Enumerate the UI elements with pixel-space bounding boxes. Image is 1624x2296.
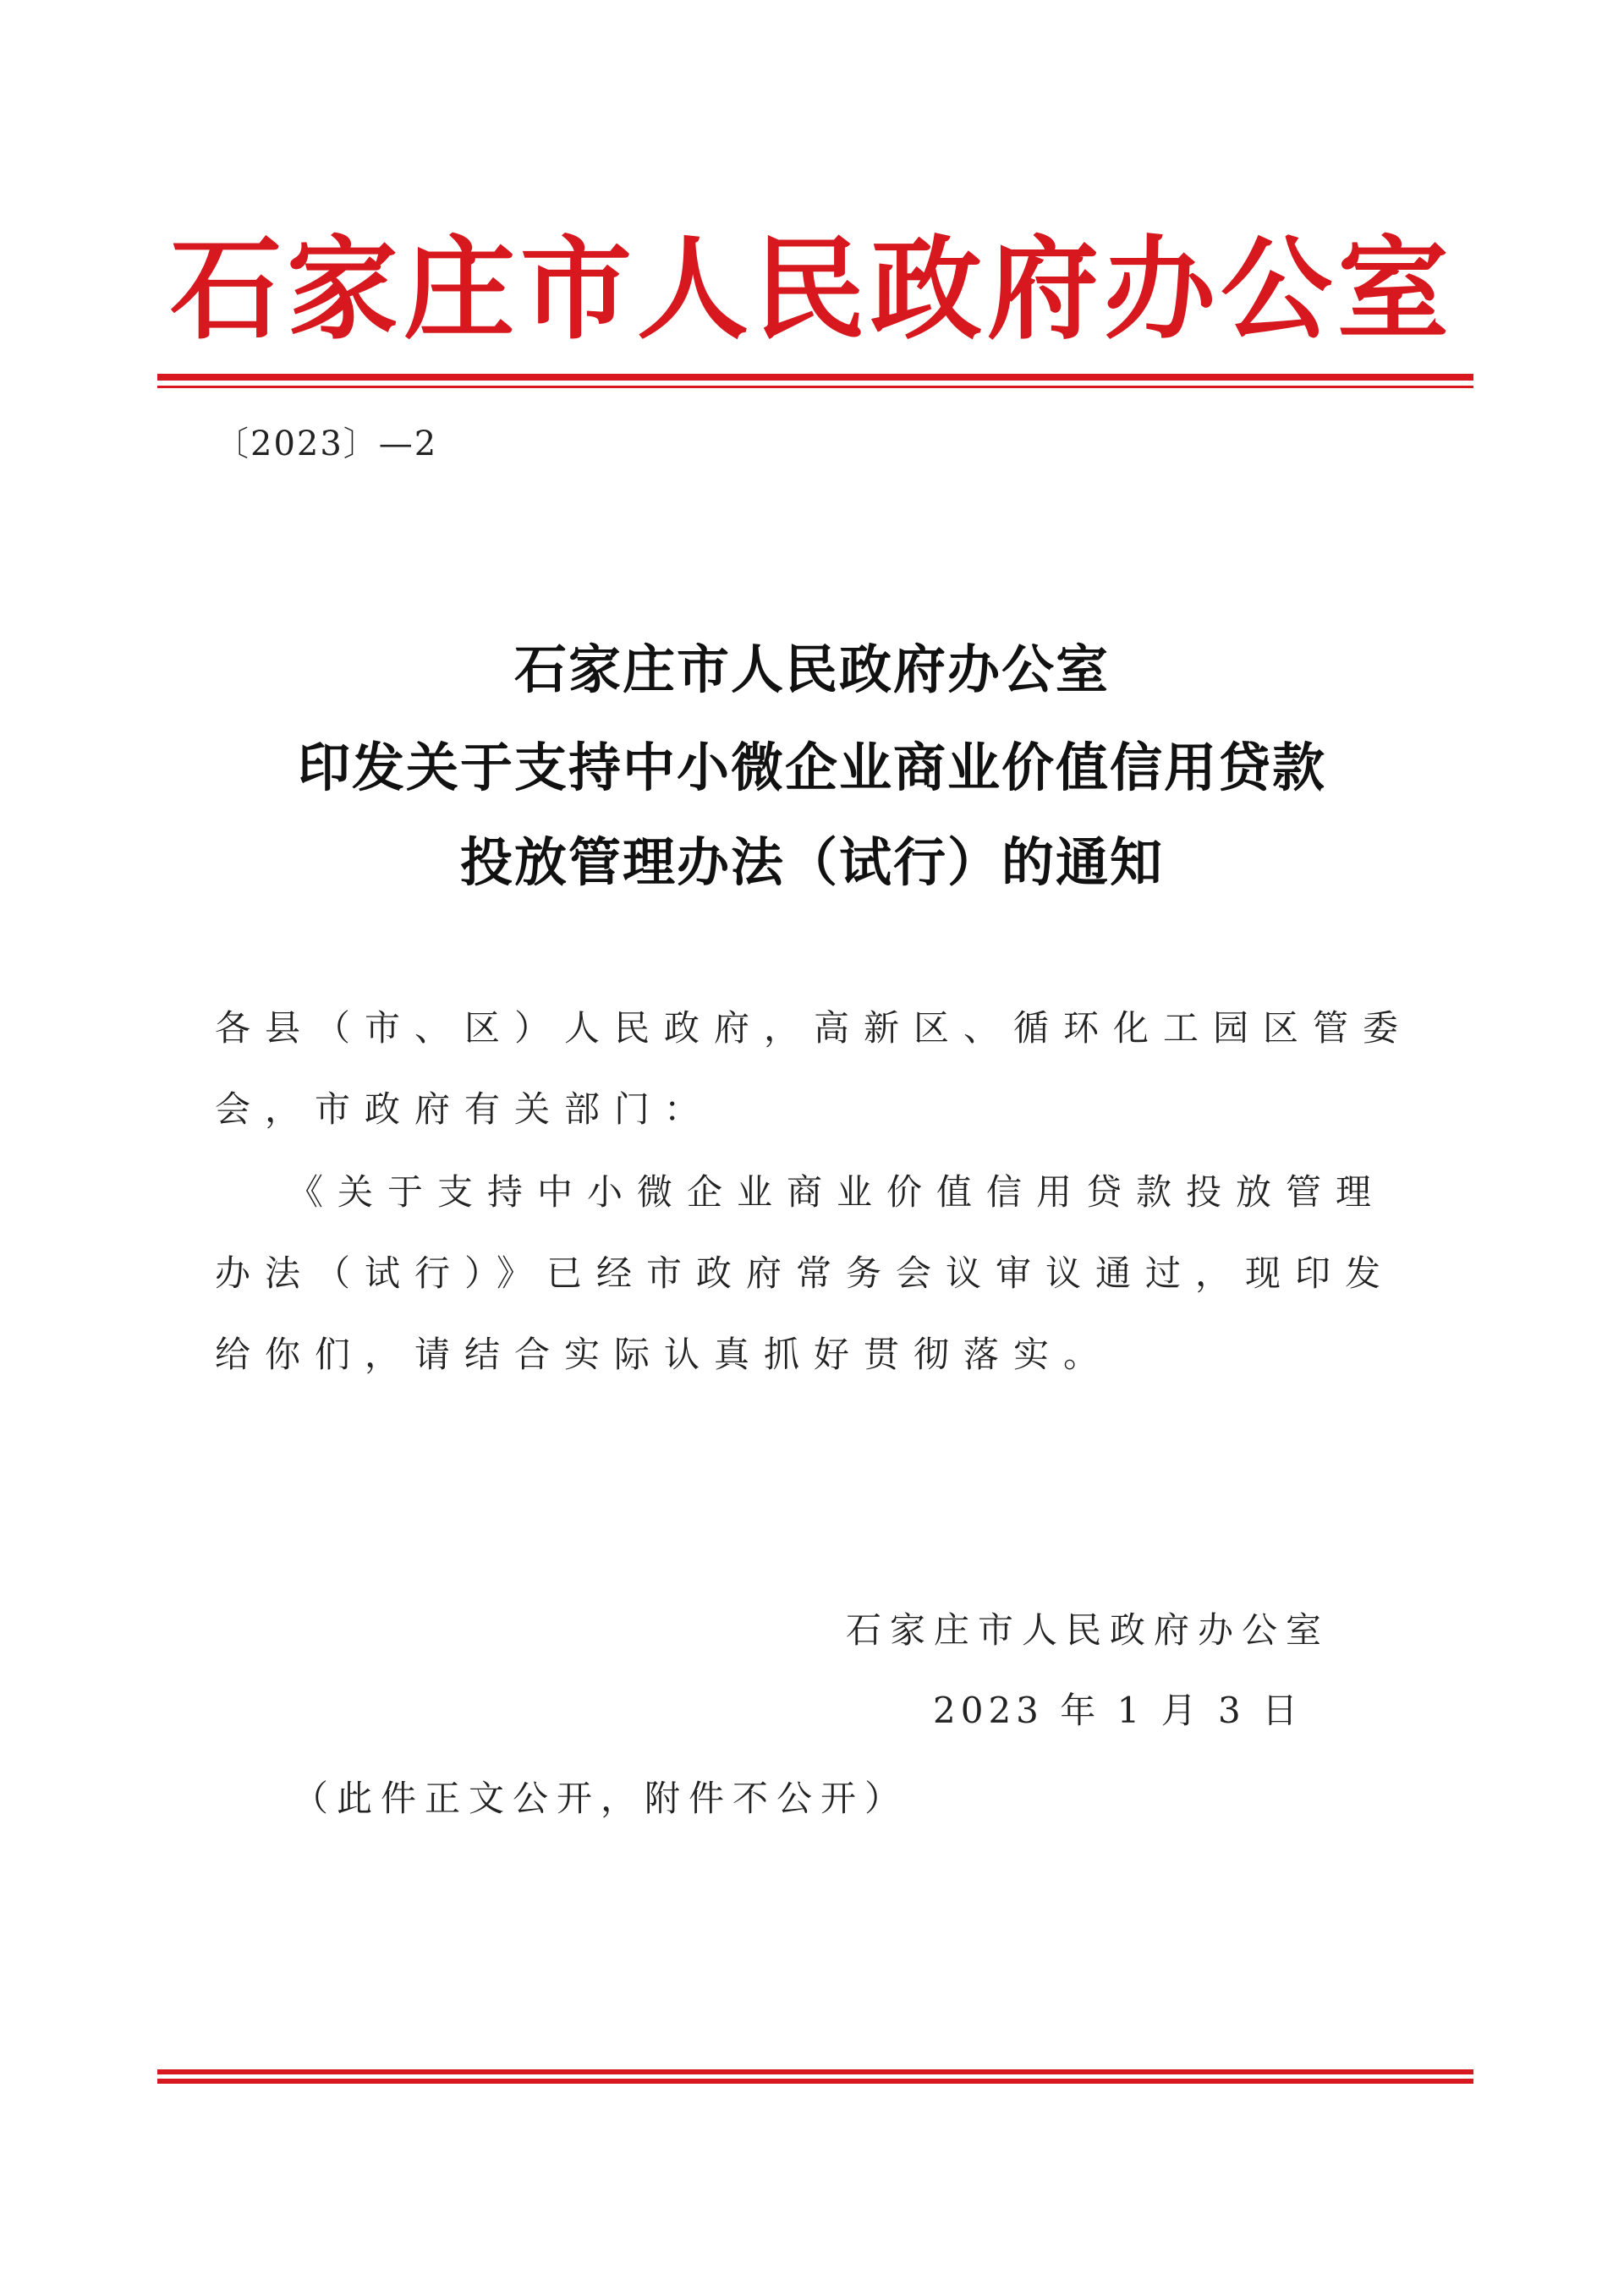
disclosure-note: （此件正文公开，附件不公开） bbox=[293, 1778, 909, 1819]
issue-date: 2023 年 1 月 3 日 bbox=[933, 1690, 1303, 1731]
notice-title-line-1: 石家庄市人民政府办公室 bbox=[513, 638, 1110, 700]
notice-title-line-3: 投放管理办法（试行）的通知 bbox=[459, 831, 1164, 893]
body-paragraph: 《关于支持中小微企业商业价值信用贷款投放管理办法（试行）》已经市政府常务会议审议通过，现印发给你们，请结合实际认真抓好贯彻落实。 bbox=[215, 1171, 1396, 1375]
issuer-signature: 石家庄市人民政府办公室 bbox=[846, 1609, 1330, 1651]
document-number: 〔2023〕—2 bbox=[215, 425, 438, 463]
footer-divider-thick bbox=[157, 2069, 1473, 2074]
masthead-divider-thick bbox=[157, 374, 1473, 381]
footer-divider-thin bbox=[157, 2079, 1473, 2084]
masthead-divider-thin bbox=[157, 386, 1473, 388]
masthead-title: 石家庄市人民政府办公室 bbox=[170, 224, 1454, 355]
salutation: 各县（市、区）人民政府，高新区、循环化工园区管委会，市政府有关部门： bbox=[215, 1007, 1413, 1130]
notice-title-line-2: 印发关于支持中小微企业商业价值信用贷款 bbox=[297, 737, 1326, 798]
